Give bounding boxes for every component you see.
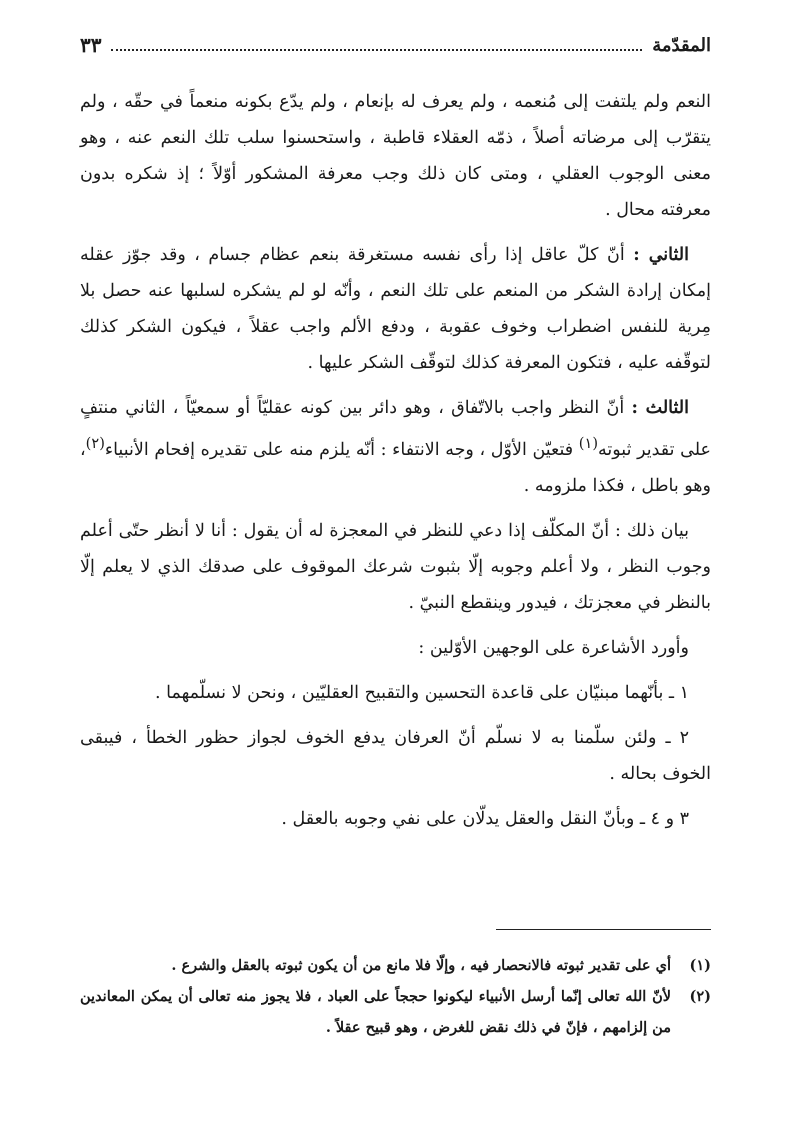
main-text bbox=[80, 84, 711, 846]
header-dot-leader bbox=[111, 49, 642, 51]
third-argument-text-b: فتعيّن الأوّل ، وجه الانتفاء : أنّه يلزم منه على تقديره إفحام الأنبياء bbox=[104, 439, 579, 460]
paragraph-continuation: النعم ولم يلتفت إلى مُنعمه ، ولم يعرف له بإنعام ، ولم يدّع بكونه منعماً في حقّه ، ولم يتقرّب إلى مرضاته أصلاً ، ذمّه العقلاء قاطبة ، واستحسنوا سلب تلك النعم عنه ، وهو معنى الوجوب العقلي ، ومتى كان ذلك وجب معرفة المشكور أوّلاً ؛ إذ شكره بدون معرفته محال . bbox=[80, 92, 711, 220]
page-number: ٣٣ bbox=[80, 33, 102, 57]
objection-1: ١ ـ بأنّهما مبنيّان على قاعدة التحسين والتقبيح العقليّين ، ونحن لا نسلّمهما . bbox=[155, 682, 689, 703]
footnote-text: أي على تقدير ثبوته فالانحصار فيه ، وإلّا فلا مانع من أن يكون ثبوته بالعقل والشرع . bbox=[171, 957, 671, 974]
footnote-ref-2: (٢) bbox=[85, 435, 105, 452]
running-header bbox=[80, 28, 711, 62]
footnote-separator bbox=[496, 929, 711, 930]
third-argument-text-a: أنّ النظر واجب بالاتّفاق ، وهو دائر بين كونه عقليّاً أو سمعيّاً ، الثاني منتفٍ على تقدير ثبوته bbox=[80, 398, 711, 460]
footnote-ref-1: (١) bbox=[578, 435, 598, 452]
paragraph-third-argument bbox=[80, 390, 711, 504]
footnotes bbox=[80, 950, 711, 1043]
objection-2: ٢ ـ ولئن سلّمنا به لا نسلّم أنّ العرفان يدفع الخوف لجواز حظور الخطأ ، فيبقى الخوف بحاله . bbox=[80, 727, 711, 784]
paragraph-second-argument bbox=[80, 237, 711, 381]
second-argument-text: أنّ كلّ عاقل إذا رأى نفسه مستغرقة بنعم عظام جسام ، وقد جوّز عقله إمكان إرادة الشكر من المنعم على تلك النعم ، وأنّه لو لم يشكره لسلبها عنه حصل بلا مِرية للنفس اضطراب وخوف عقوبة ، ودفع الألم واجب عقلاً ، فيكون الشكر كذلك لتوقّفه عليه ، فتكون المعرفة كذلك لتوقّف الشكر عليها . bbox=[80, 245, 711, 373]
footnote-marker: (٢) bbox=[689, 988, 711, 1005]
footnote-text: لأنّ الله تعالى إنّما أرسل الأنبياء ليكونوا حججاً على العباد ، فلا يجوز منه تعالى أن يمكن المعاندين من إلزامهم ، فإنّ في ذلك نقض للغرض ، وهو قبيح عقلاً . bbox=[80, 988, 671, 1036]
footnote-marker: (١) bbox=[689, 957, 711, 974]
footnote-1 bbox=[80, 950, 711, 981]
paragraph-objections-intro: وأورد الأشاعرة على الوجهين الأوّلين : bbox=[418, 637, 689, 658]
objection-3-4: ٣ و ٤ ـ وبأنّ النقل والعقل يدلّان على نفي وجوبه بالعقل . bbox=[281, 808, 689, 829]
third-argument-text-c: ، وهو باطل ، فكذا ملزومه . bbox=[80, 439, 711, 496]
footnote-2 bbox=[80, 981, 711, 1043]
third-argument-heading: الثالث : bbox=[631, 398, 689, 418]
second-argument-heading: الثاني : bbox=[633, 245, 689, 265]
paragraph-explanation: بيان ذلك : أنّ المكلّف إذا دعي للنظر في المعجزة له أن يقول : أنا لا أنظر حتّى أعلم وجوب النظر ، ولا أعلم وجوبه إلّا بثبوت شرعك الموقوف على صدقك الذي لا يعلم إلّا بالنظر في معجزتك ، فيدور وينقطع النبيّ . bbox=[80, 520, 711, 613]
chapter-title: المقدّمة bbox=[652, 34, 711, 56]
